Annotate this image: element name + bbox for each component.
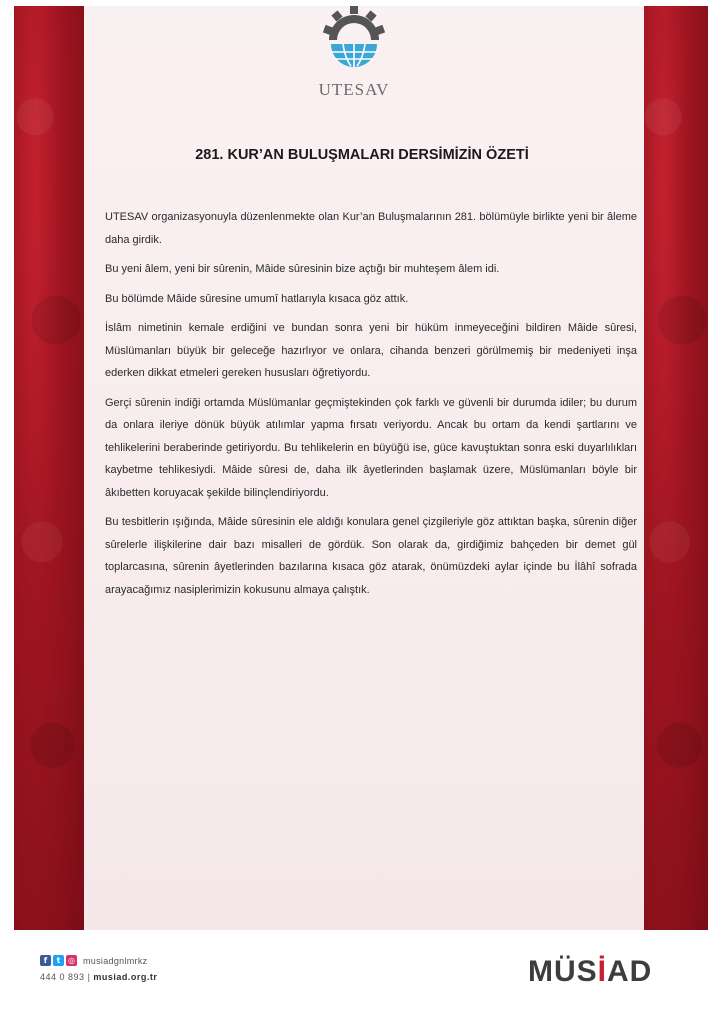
paragraph: UTESAV organizasyonuyla düzenlenmekte olan Kur’an Buluşmalarının 281. bölümüyle birlikte yeni bir âleme daha girdik. [105, 211, 637, 246]
paragraph: Gerçi sûrenin indiği ortamda Müslümanlar geçmiştekinden çok farklı ve güvenli bir durumda idiler; bu durum da onlara ileriye dönük büyük atılımlar yapma fırsatı veriyordu. Ancak bu ortam da kendi şartlarını ve tehlikelerini beraberinde getiriyordu. Bu tehlikelerin en büyüğü ise, güce kavuştuktan sonra eski duyarlılıkları kaybetme tehlikesiydi. Mâide sûresi de, daha ilk âyetlerinden başlamak üzere, Müslümanları böyle bir âkıbetten koruyacak şekilde bilinçlendiriyordu. [105, 396, 637, 499]
utesav-logo [312, 6, 396, 116]
musiad-logo-part: AD [607, 955, 653, 988]
facebook-icon[interactable]: f [40, 955, 51, 966]
decorative-border-right [644, 6, 708, 930]
paragraph: Bu tesbitlerin ışığında, Mâide sûresinin ele aldığı konulara genel çizgileriyle göz attıktan başka, sûrenin diğer sûrelerle ilişkilerine dair bazı misalleri de gördük. Son olarak da, girdiğimiz bahçeden bir demet gül toplarcasına, sûrenin âyetlerinden bazılarına kısaca göz atarak, önümüzdeki aylar içinde bu İlâhî sofrada arayacağımız nasiplerimizin kokusunu almaya çalıştık. [105, 516, 637, 596]
contact-line [40, 972, 157, 982]
twitter-icon[interactable]: t [53, 955, 64, 966]
separator: | [87, 972, 91, 982]
musiad-logo [528, 955, 652, 989]
logo-wordmark: UTESAV [318, 80, 390, 99]
website-link[interactable]: musiad.org.tr [93, 972, 158, 982]
utesav-emblem-icon [321, 6, 387, 78]
musiad-logo-part: MÜS [528, 955, 598, 988]
document-body [105, 206, 637, 608]
paragraph: İslâm nimetinin kemale erdiğini ve bundan sonra yeni bir hüküm inmeyeceğini bildiren Mâide sûresi, Müslümanları büyük bir geleceğe hazırlıyor ve onlara, cihanda benzeri görülmemiş bir medeniyeti inşa ederken dikkat etmeleri gereken hususları öğretiyordu. [105, 322, 637, 379]
paragraph: Bu yeni âlem, yeni bir sûrenin, Mâide sûresinin bize açtığı bir muhteşem âlem idi. [105, 263, 500, 275]
paragraph: Bu bölümde Mâide sûresine umumî hatlarıyla kısaca göz attık. [105, 292, 409, 305]
social-handle[interactable]: musiadgnlmrkz [83, 955, 148, 966]
decorative-border-left [14, 6, 84, 930]
instagram-icon[interactable]: ◎ [66, 955, 77, 966]
footer-contact [40, 955, 157, 982]
document-title: 281. KUR’AN BULUŞMALARI DERSİMİZİN ÖZETİ [195, 147, 529, 163]
phone-number: 444 0 893 [40, 972, 85, 982]
musiad-logo-accent: İ [597, 955, 608, 988]
